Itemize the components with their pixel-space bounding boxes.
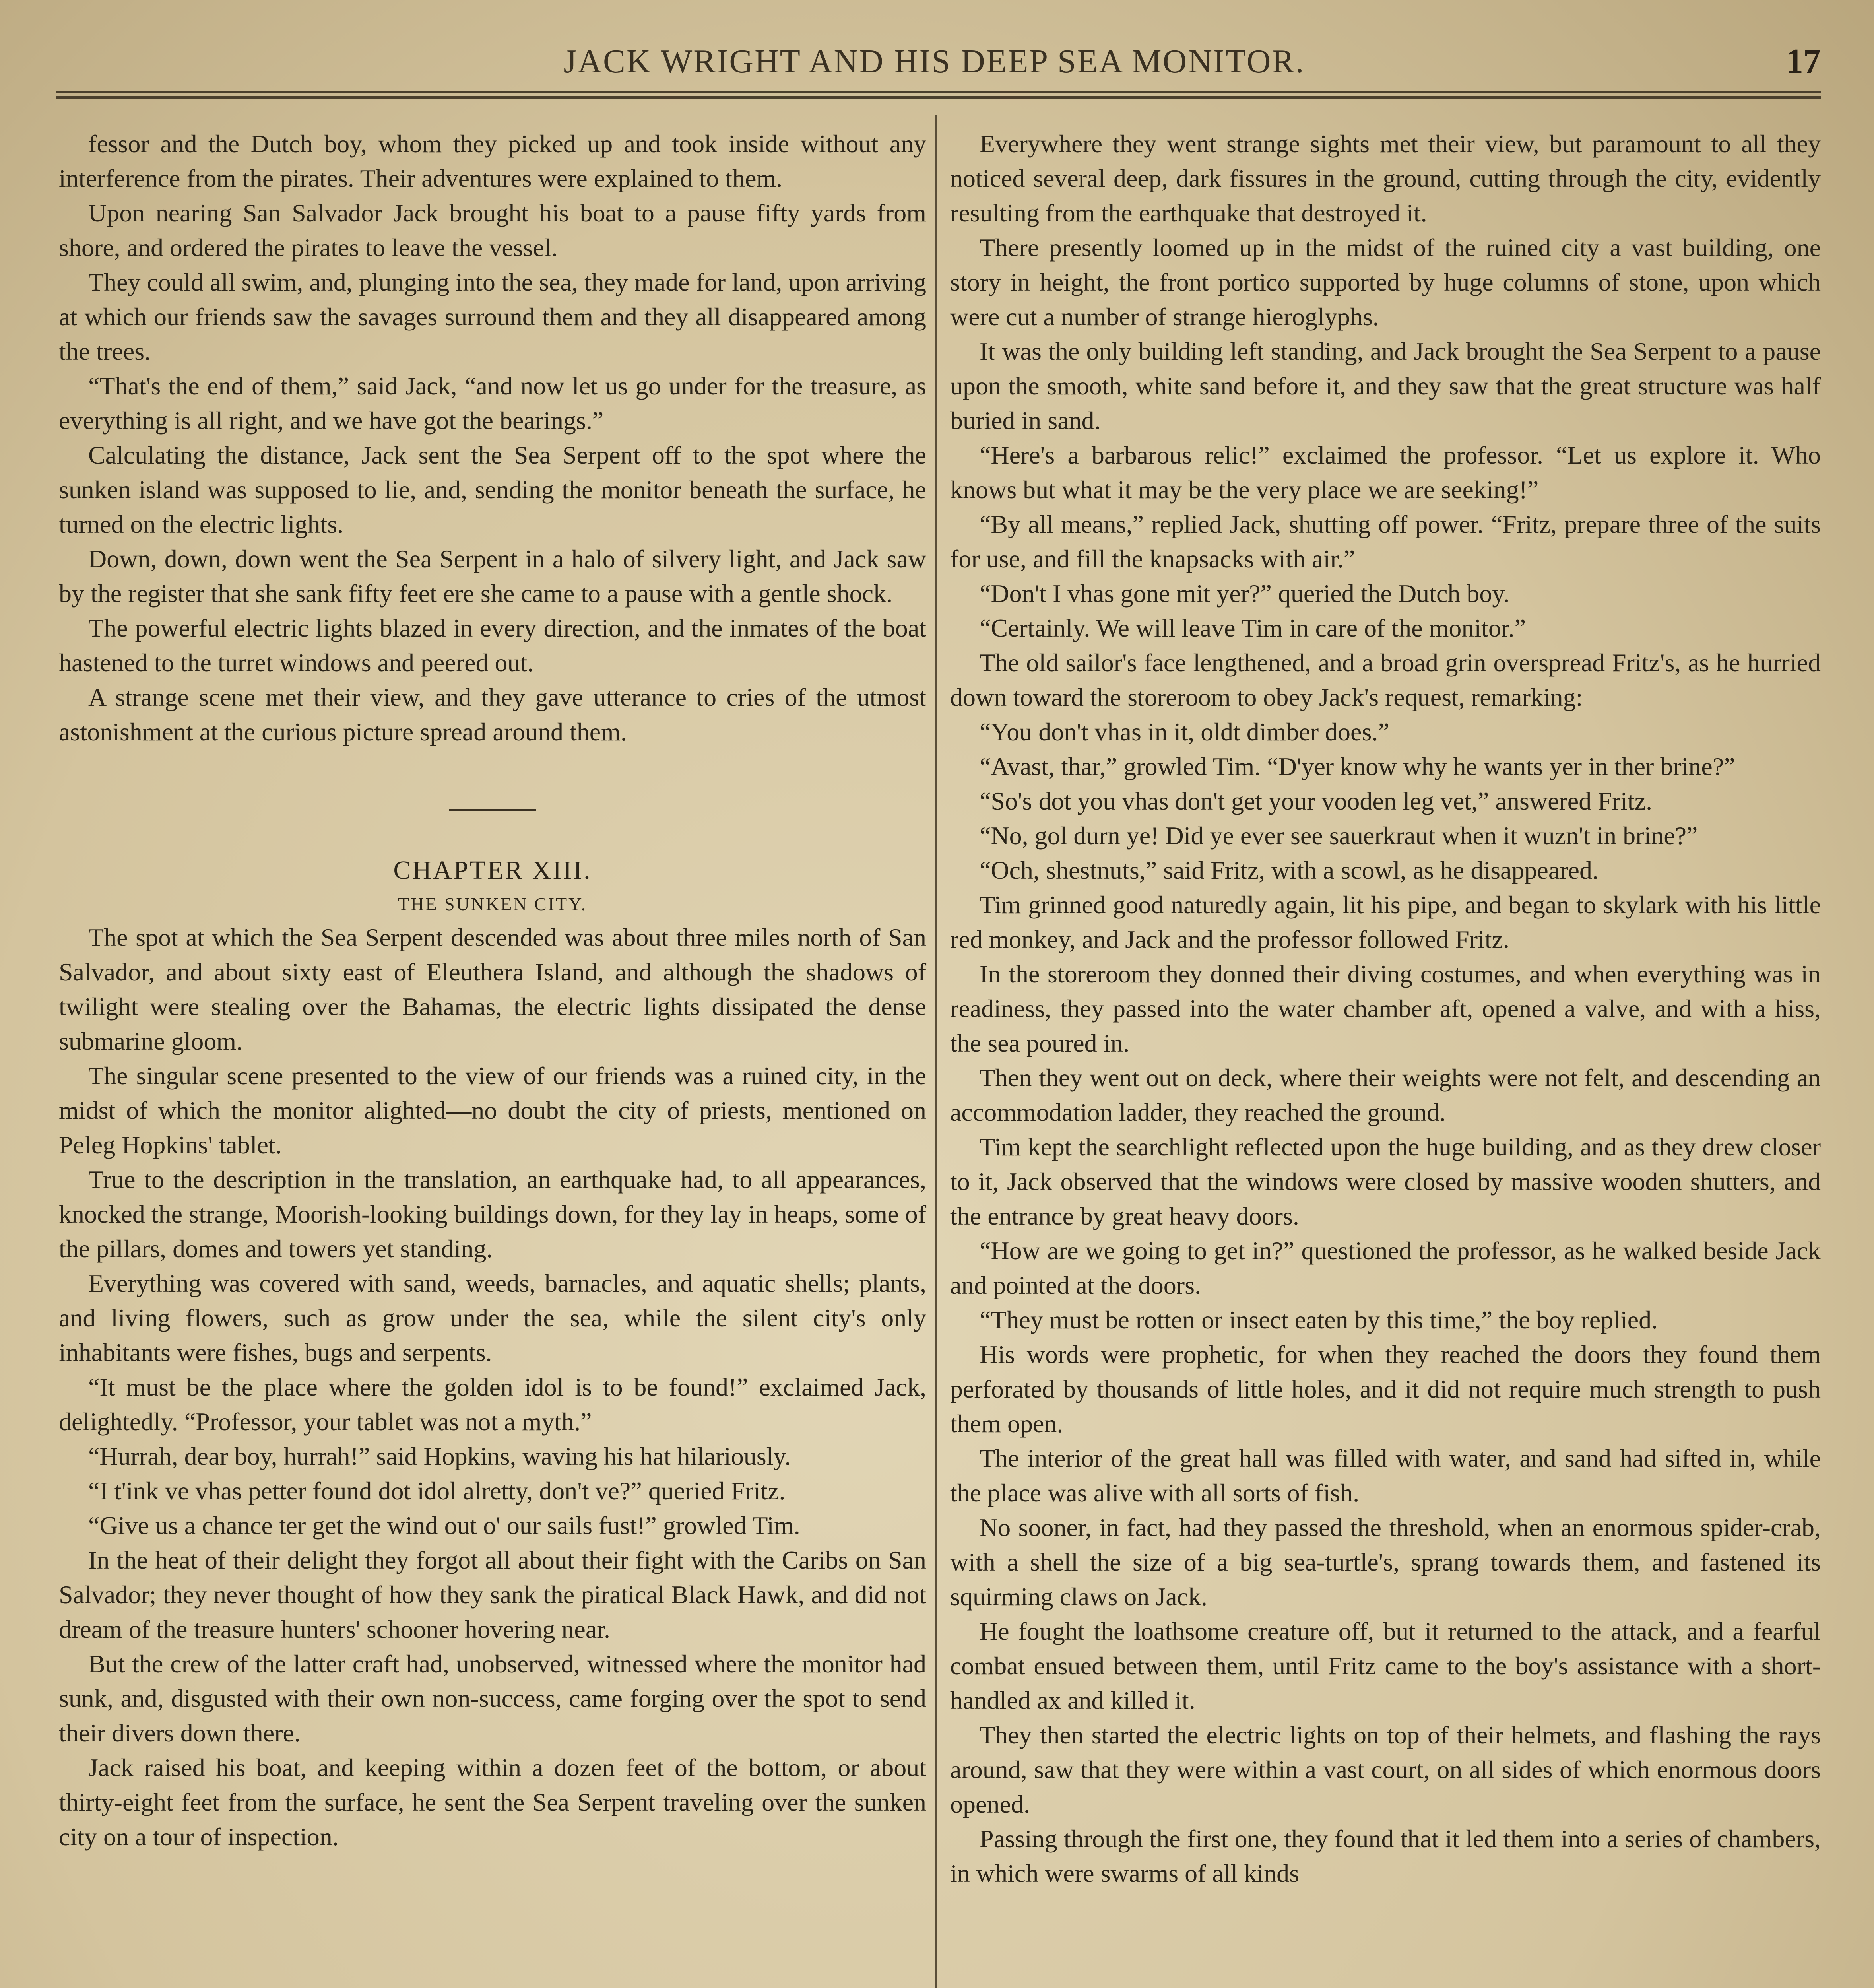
paragraph: But the crew of the latter craft had, unobserved, witnessed where the monitor had sunk, and, disgusted with their own non-success, came forging over the spot to send their divers down there.: [59, 1650, 926, 1747]
paragraph: He fought the loathsome creature off, but it returned to the attack, and a fearful combat ensued between them, until Fritz came to the boy's assistance with a short-handled ax and killed it.: [950, 1617, 1821, 1714]
paragraph: Everywhere they went strange sights met their view, but paramount to all they noticed several deep, dark fissures in the ground, cutting through the city, evidently resulting from the earthquake that destroyed it.: [950, 130, 1821, 227]
header-double-rule: [56, 91, 1821, 101]
page-number: 17: [1786, 42, 1821, 81]
paragraph: It was the only building left standing, and Jack brought the Sea Serpent to a pause upon the smooth, white sand before it, and they saw that the great structure was half buried in sand.: [950, 337, 1821, 435]
paragraph: A strange scene met their view, and they gave utterance to cries of the utmost astonishment at the curious picture spread around them.: [59, 683, 926, 746]
paragraph: Upon nearing San Salvador Jack brought his boat to a pause fifty yards from shore, and ordered the pirates to leave the vessel.: [59, 199, 926, 262]
chapter-subtitle: THE SUNKEN CITY.: [398, 894, 587, 914]
paragraph: “Don't I vhas gone mit yer?” queried the Dutch boy.: [980, 579, 1510, 608]
paragraph: “Here's a barbarous relic!” exclaimed the professor. “Let us explore it. Who knows but what it may be the very place we are seeking!”: [950, 441, 1821, 504]
paragraph: Calculating the distance, Jack sent the Sea Serpent off to the spot where the sunken island was supposed to lie, and, sending the monitor beneath the surface, he turned on the electric lights.: [59, 441, 926, 538]
paragraph: “They must be rotten or insect eaten by this time,” the boy replied.: [980, 1306, 1658, 1334]
paragraph: fessor and the Dutch boy, whom they picked up and took inside without any interference from the pirates. Their adventures were explained to them.: [59, 130, 926, 192]
section-divider-rule: [449, 809, 536, 811]
header-rule-thin: [56, 91, 1821, 93]
chapter-heading: CHAPTER XIII.: [393, 856, 592, 885]
paragraph: In the heat of their delight they forgot all about their fight with the Caribs on San Salvador; they never thought of how they sank the piratical Black Hawk, and did not dream of the treasure hunters' schooner hovering near.: [59, 1546, 926, 1643]
paragraph: Then they went out on deck, where their weights were not felt, and descending an accommodation ladder, they reached the ground.: [950, 1064, 1821, 1126]
left-column: [59, 126, 926, 1854]
paragraph: “I t'ink ve vhas petter found dot idol alretty, don't ve?” queried Fritz.: [88, 1477, 786, 1505]
paragraph: “By all means,” replied Jack, shutting off power. “Fritz, prepare three of the suits for use, and fill the knapsacks with air.”: [950, 510, 1821, 573]
paragraph: They then started the electric lights on top of their helmets, and flashing the rays around, saw that they were within a vast court, on all sides of which enormous doors opened.: [950, 1721, 1821, 1818]
paragraph: In the storeroom they donned their diving costumes, and when everything was in readiness, they passed into the water chamber aft, opened a valve, and with a hiss, the sea poured in.: [950, 960, 1821, 1057]
paragraph: “So's dot you vhas don't get your vooden leg vet,” answered Fritz.: [980, 787, 1653, 815]
paragraph: The spot at which the Sea Serpent descended was about three miles north of San Salvador, and about sixty east of Eleuthera Island, and although the shadows of twilight were stealing over the Bahamas, the electric lights dissipated the dense submarine gloom.: [59, 923, 926, 1055]
paragraph: “Hurrah, dear boy, hurrah!” said Hopkins, waving his hat hilariously.: [88, 1442, 791, 1470]
paragraph: “It must be the place where the golden idol is to be found!” exclaimed Jack, delightedly. “Professor, your tablet was not a myth.”: [59, 1373, 926, 1436]
paragraph: Down, down, down went the Sea Serpent in a halo of silvery light, and Jack saw by the register that she sank fifty feet ere she came to a pause with a gentle shock.: [59, 545, 926, 608]
paragraph: Tim kept the searchlight reflected upon the huge building, and as they drew closer to it, Jack observed that the windows were closed by massive wooden shutters, and the entrance by great heavy doors.: [950, 1133, 1821, 1230]
paragraph: There presently loomed up in the midst of the ruined city a vast building, one story in height, the front portico supported by huge columns of stone, upon which were cut a number of strange hieroglyphs.: [950, 233, 1821, 331]
paragraph: Everything was covered with sand, weeds, barnacles, and aquatic shells; plants, and living flowers, such as grow under the sea, while the silent city's only inhabitants were fishes, bugs and serpents.: [59, 1269, 926, 1367]
paragraph: The singular scene presented to the view of our friends was a ruined city, in the midst of which the monitor alighted—no doubt the city of priests, mentioned on Peleg Hopkins' tablet.: [59, 1062, 926, 1159]
paragraph: No sooner, in fact, had they passed the threshold, when an enormous spider-crab, with a shell the size of a big sea-turtle's, sprang towards them, and fastened its squirming claws on Jack.: [950, 1513, 1821, 1611]
running-header-title: JACK WRIGHT AND HIS DEEP SEA MONITOR.: [563, 43, 1305, 80]
paragraph: True to the description in the translation, an earthquake had, to all appearances, knocked the strange, Moorish-looking buildings down, for they lay in heaps, some of the pillars, domes and towers yet standing.: [59, 1165, 926, 1263]
paragraph: The powerful electric lights blazed in every direction, and the inmates of the boat hastened to the turret windows and peered out.: [59, 614, 926, 677]
right-column: [950, 126, 1821, 1891]
paragraph: Jack raised his boat, and keeping within a dozen feet of the bottom, or about thirty-eight feet from the surface, he sent the Sea Serpent traveling over the sunken city on a tour of inspection.: [59, 1753, 926, 1851]
paragraph: “Avast, thar,” growled Tim. “D'yer know why he wants yer in ther brine?”: [980, 752, 1735, 780]
paragraph: “Och, shestnuts,” said Fritz, with a scowl, as he disappeared.: [980, 856, 1599, 884]
paragraph: His words were prophetic, for when they reached the doors they found them perforated by thousands of little holes, and it did not require much strength to push them open.: [950, 1340, 1821, 1438]
paragraph: “That's the end of them,” said Jack, “and now let us go under for the treasure, as everything is all right, and we have got the bearings.”: [59, 372, 926, 435]
header-rule-thick: [56, 96, 1821, 99]
paragraph: “You don't vhas in it, oldt dimber does.”: [980, 718, 1389, 746]
paragraph: Tim grinned good naturedly again, lit his pipe, and began to skylark with his little red monkey, and Jack and the professor followed Fritz.: [950, 891, 1821, 953]
paragraph: “How are we going to get in?” questioned the professor, as he walked beside Jack and pointed at the doors.: [950, 1237, 1821, 1299]
paragraph: The interior of the great hall was filled with water, and sand had sifted in, while the place was alive with all sorts of fish.: [950, 1444, 1821, 1507]
paragraph: Passing through the first one, they found that it led them into a series of chambers, in which were swarms of all kinds: [950, 1825, 1821, 1887]
paragraph: “Give us a chance ter get the wind out o' our sails fust!” growled Tim.: [88, 1511, 800, 1540]
paragraph: The old sailor's face lengthened, and a broad grin overspread Fritz's, as he hurried down toward the storeroom to obey Jack's request, remarking:: [950, 648, 1821, 711]
column-divider: [935, 115, 937, 1988]
paragraph: They could all swim, and, plunging into the sea, they made for land, upon arriving at which our friends saw the savages surround them and they all disappeared among the trees.: [59, 268, 926, 365]
paragraph: “Certainly. We will leave Tim in care of the monitor.”: [980, 614, 1526, 642]
paragraph: “No, gol durn ye! Did ye ever see sauerkraut when it wuzn't in brine?”: [980, 821, 1698, 850]
